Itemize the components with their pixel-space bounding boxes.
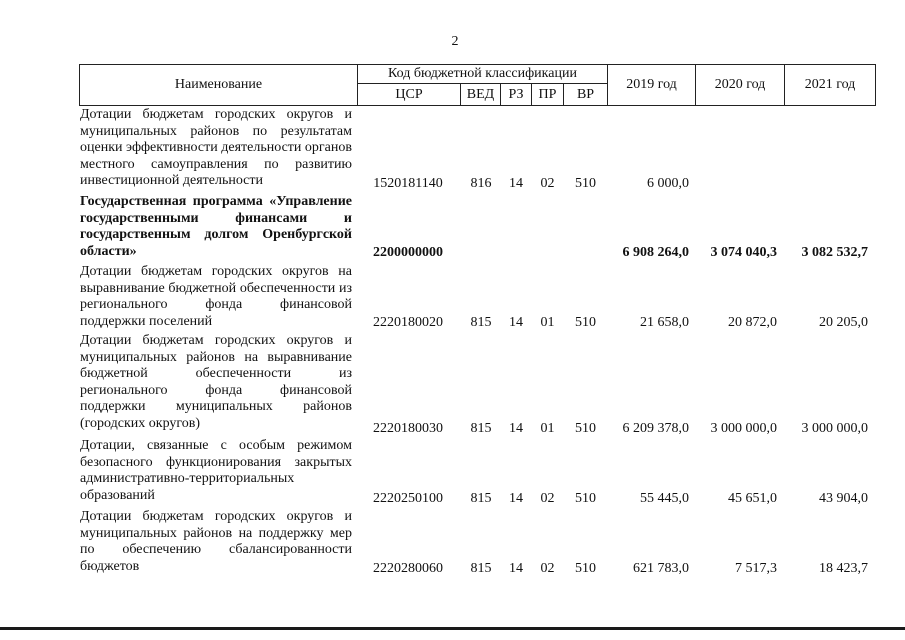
row-2020: 45 651,0	[728, 491, 777, 506]
header-bottom-rule	[79, 105, 876, 106]
row-pr: 01	[540, 421, 555, 436]
header-ved: ВЕД	[466, 86, 495, 102]
row-rz: 14	[509, 561, 523, 576]
row-2019: 621 783,0	[633, 561, 689, 576]
row-name: Дотации бюджетам городских округов и муниципальных районов на выравнивание бюджетной обеспеченности из регионального фонда финансовой поддержки муниципальных районов (городских округов)	[80, 333, 352, 431]
row-2020: 20 872,0	[728, 315, 777, 330]
row-rz: 14	[509, 421, 523, 436]
row-2019: 21 658,0	[640, 315, 689, 330]
row-ved: 815	[470, 315, 492, 330]
scan-bottom-edge	[0, 627, 905, 630]
row-name: Дотации бюджетам городских округов на выравнивание бюджетной обеспеченности из регионального фонда финансовой поддержки поселений	[80, 264, 352, 329]
row-name: Государственная программа «Управление государственными финансами и государственным долгом Оренбургской области»	[80, 194, 352, 259]
row-pr: 02	[540, 491, 555, 506]
row-2020: 7 517,3	[735, 561, 777, 576]
row-2021: 3 082 532,7	[801, 245, 868, 260]
header-2019: 2019 год	[626, 76, 677, 92]
row-2020: 3 000 000,0	[710, 421, 777, 436]
header-2021: 2021 год	[804, 76, 856, 92]
header-code-group: Код бюджетной классификации	[388, 65, 577, 81]
row-2021: 20 205,0	[819, 315, 868, 330]
row-csr: 2220250100	[373, 491, 443, 506]
header-name: Наименование	[174, 76, 263, 92]
row-vr: 510	[575, 491, 596, 506]
row-csr: 2220280060	[373, 561, 443, 576]
header-pr: ПР	[538, 86, 557, 102]
row-2019: 6 000,0	[647, 176, 689, 191]
row-rz: 14	[509, 491, 523, 506]
row-vr: 510	[575, 561, 596, 576]
row-rz: 14	[509, 176, 523, 191]
header-csr: ЦСР	[395, 86, 423, 102]
row-2020: 3 074 040,3	[710, 245, 777, 260]
row-vr: 510	[575, 421, 596, 436]
row-ved: 815	[470, 421, 492, 436]
header-divider	[875, 64, 876, 106]
row-2019: 6 209 378,0	[622, 421, 689, 436]
row-2021: 18 423,7	[819, 561, 868, 576]
row-2019: 6 908 264,0	[622, 245, 689, 260]
row-vr: 510	[575, 315, 596, 330]
row-csr: 2200000000	[373, 245, 443, 260]
row-rz: 14	[509, 315, 523, 330]
row-name: Дотации бюджетам городских округов и муниципальных районов на поддержку мер по обеспечению сбалансированности бюджетов	[80, 509, 352, 574]
row-pr: 01	[540, 315, 555, 330]
row-pr: 02	[540, 561, 555, 576]
row-2021: 43 904,0	[819, 491, 868, 506]
row-ved: 815	[470, 491, 492, 506]
row-2021: 3 000 000,0	[801, 421, 868, 436]
row-csr: 2220180020	[373, 315, 443, 330]
header-rz: РЗ	[508, 86, 524, 102]
row-csr: 2220180030	[373, 421, 443, 436]
row-vr: 510	[575, 176, 596, 191]
row-name: Дотации бюджетам городских округов и муниципальных районов по результатам оценки эффективности деятельности органов местного самоуправления по развитию инвестиционной деятельности	[80, 107, 352, 188]
row-2019: 55 445,0	[640, 491, 689, 506]
row-name: Дотации, связанные с особым режимом безопасного функционирования закрытых административно-территориальных образований	[80, 438, 352, 503]
header-vr: ВР	[576, 86, 595, 102]
row-csr: 1520181140	[373, 176, 443, 191]
row-ved: 815	[470, 561, 492, 576]
row-pr: 02	[540, 176, 555, 191]
page-number: 2	[451, 34, 459, 49]
header-2020: 2020 год	[714, 76, 766, 92]
row-ved: 816	[470, 176, 492, 191]
